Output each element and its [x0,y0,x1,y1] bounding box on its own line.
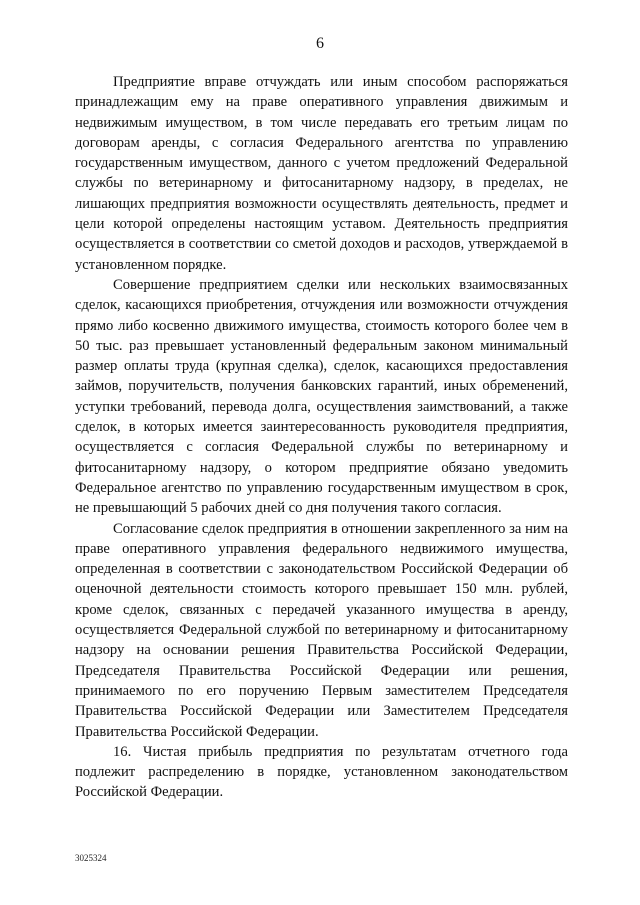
page-number: 6 [316,35,324,52]
paragraph-property-disposal: Предприятие вправе отчуждать или иным способом распоряжаться принадлежащим ему на праве оперативного управления движимым и недвижимым имуществом, в том числе передавать его третьим лицам по договорам аренды, с согласия Федерального агентства по управлению государственным имуществом, данного с учетом предложений Федеральной службы по ветеринарному и фитосанитарному надзору, в пределах, не лишающих предприятия возможности осуществлять деятельность, предмет и цели которой определены настоящим уставом. Деятельность предприятия осуществляется в соответствии со сметой доходов и расходов, утверждаемой в установленном порядке. [75,74,568,273]
paragraph-net-profit: 16. Чистая прибыль предприятия по результатам отчетного года подлежит распределению в порядке, установленном законодательством Российской Федерации. [75,743,568,801]
document-body [75,72,568,803]
paragraph-real-estate-transactions: Согласование сделок предприятия в отношении закрепленного за ним на праве оперативного управления федерального недвижимого имущества, определенная в соответствии с законодательством Российской Федерации об оценочной деятельности стоимость которого превышает 150 млн. рублей, кроме сделок, связанных с передачей указанного имущества в аренду, осуществляется Федеральной службой по ветеринарному и фитосанитарному надзору на основании решения Правительства Российской Федерации, Председателя Правительства Российской Федерации или решения, принимаемого по его поручению Первым заместителем Председателя Правительства Российской Федерации или Заместителем Председателя Правительства Российской Федерации. [75,520,568,740]
paragraph-major-transactions: Совершение предприятием сделки или нескольких взаимосвязанных сделок, касающихся приобретения, отчуждения или возможности отчуждения прямо либо косвенно движимого имущества, стоимость которого более чем в 50 тыс. раз превышает установленный федеральным законом минимальный размер оплаты труда (крупная сделка), сделок, касающихся предоставления займов, поручительств, получения банковских гарантий, иных обременений, уступки требований, перевода долга, осуществления заимствований, а также сделок, в которых имеется заинтересованность руководителя предприятия, осуществляется с согласия Федеральной службы по ветеринарному и фитосанитарному надзору, о котором предприятие обязано уведомить Федеральное агентство по управлению государственным имуществом в срок, не превышающий 5 рабочих дней со дня получения такого согласия. [75,276,568,517]
document-code: 3025324 [75,853,107,863]
